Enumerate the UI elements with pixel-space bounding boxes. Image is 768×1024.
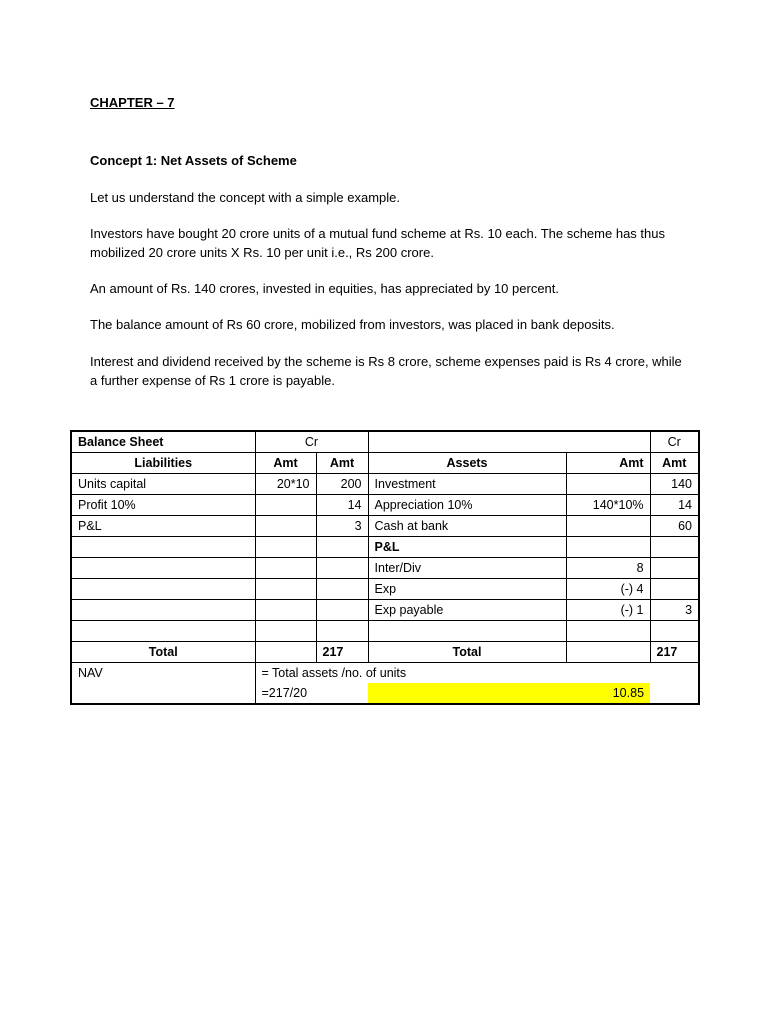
asset-cell: Inter/Div xyxy=(368,558,566,579)
header-assets: Assets xyxy=(368,453,566,474)
table-row xyxy=(71,495,699,516)
table-title-row xyxy=(71,431,699,453)
amount-cell xyxy=(255,495,316,516)
amount-cell xyxy=(255,537,316,558)
amount-cell xyxy=(650,579,699,600)
amount-cell: 8 xyxy=(566,558,650,579)
nav-calc-row xyxy=(71,683,699,704)
amount-cell: 20*10 xyxy=(255,474,316,495)
amount-cell: 200 xyxy=(316,474,368,495)
amount-cell xyxy=(566,474,650,495)
liability-cell xyxy=(71,558,255,579)
table-row xyxy=(71,474,699,495)
chapter-heading: CHAPTER – 7 xyxy=(90,95,175,110)
amount-cell xyxy=(316,579,368,600)
header-amt-1: Amt xyxy=(255,453,316,474)
liability-cell xyxy=(71,579,255,600)
nav-calc: =217/20 xyxy=(255,683,368,704)
amount-cell: 140*10% xyxy=(566,495,650,516)
amount-cell xyxy=(650,558,699,579)
table-row xyxy=(71,516,699,537)
header-liabilities: Liabilities xyxy=(71,453,255,474)
amount-cell: 60 xyxy=(650,516,699,537)
amount-cell xyxy=(650,621,699,642)
amount-cell xyxy=(255,558,316,579)
unit-left: Cr xyxy=(255,431,368,453)
asset-cell: Cash at bank xyxy=(368,516,566,537)
liability-cell xyxy=(71,621,255,642)
paragraph-investors: Investors have bought 20 crore units of a mutual fund scheme at Rs. 10 each. The scheme has thus mobilized 20 crore units X Rs. 10 per unit i.e., Rs 200 crore. xyxy=(90,226,665,260)
total-label-left: Total xyxy=(71,642,255,663)
concept-title: Concept 1: Net Assets of Scheme xyxy=(90,153,297,168)
amount-cell xyxy=(255,516,316,537)
header-amt-3: Amt xyxy=(566,453,650,474)
amount-cell: (-) 4 xyxy=(566,579,650,600)
asset-cell xyxy=(368,621,566,642)
paragraph-intro: Let us understand the concept with a simple example. xyxy=(90,190,401,205)
nav-label: NAV xyxy=(71,663,255,684)
asset-cell: Exp payable xyxy=(368,600,566,621)
total-value-left: 217 xyxy=(316,642,368,663)
amount-cell: 3 xyxy=(650,600,699,621)
table-row xyxy=(71,579,699,600)
balance-sheet-table xyxy=(70,430,700,705)
asset-cell: Appreciation 10% xyxy=(368,495,566,516)
unit-right: Cr xyxy=(650,431,699,453)
amount-cell xyxy=(316,558,368,579)
paragraph-interest: Interest and dividend received by the scheme is Rs 8 crore, scheme expenses paid is Rs 4 crore, while a further expense of Rs 1 crore is payable. xyxy=(90,354,682,388)
nav-formula: = Total assets /no. of units xyxy=(255,663,566,684)
amount-cell: 14 xyxy=(316,495,368,516)
table-row xyxy=(71,600,699,621)
table-row xyxy=(71,537,699,558)
total-row xyxy=(71,642,699,663)
header-amt-4: Amt xyxy=(650,453,699,474)
table-header-row xyxy=(71,453,699,474)
amount-cell xyxy=(316,537,368,558)
paragraph-bank-deposits: The balance amount of Rs 60 crore, mobilized from investors, was placed in bank deposits. xyxy=(90,317,615,332)
balance-sheet-title: Balance Sheet xyxy=(71,431,255,453)
asset-cell: Investment xyxy=(368,474,566,495)
amount-cell xyxy=(255,621,316,642)
amount-cell xyxy=(566,516,650,537)
table-row xyxy=(71,558,699,579)
amount-cell: (-) 1 xyxy=(566,600,650,621)
amount-cell: 3 xyxy=(316,516,368,537)
table-row xyxy=(71,621,699,642)
liability-cell: Units capital xyxy=(71,474,255,495)
amount-cell: 14 xyxy=(650,495,699,516)
total-value-right: 217 xyxy=(650,642,699,663)
nav-result: 10.85 xyxy=(368,683,650,704)
amount-cell xyxy=(255,600,316,621)
amount-cell xyxy=(566,537,650,558)
amount-cell: 140 xyxy=(650,474,699,495)
amount-cell xyxy=(255,579,316,600)
header-amt-2: Amt xyxy=(316,453,368,474)
amount-cell xyxy=(316,600,368,621)
amount-cell xyxy=(316,621,368,642)
liability-cell: P&L xyxy=(71,516,255,537)
liability-cell xyxy=(71,600,255,621)
liability-cell: Profit 10% xyxy=(71,495,255,516)
liability-cell xyxy=(71,537,255,558)
paragraph-equities: An amount of Rs. 140 crores, invested in equities, has appreciated by 10 percent. xyxy=(90,281,559,296)
total-label-right: Total xyxy=(368,642,566,663)
nav-row xyxy=(71,663,699,684)
amount-cell xyxy=(650,537,699,558)
asset-cell: P&L xyxy=(368,537,566,558)
amount-cell xyxy=(566,621,650,642)
asset-cell: Exp xyxy=(368,579,566,600)
